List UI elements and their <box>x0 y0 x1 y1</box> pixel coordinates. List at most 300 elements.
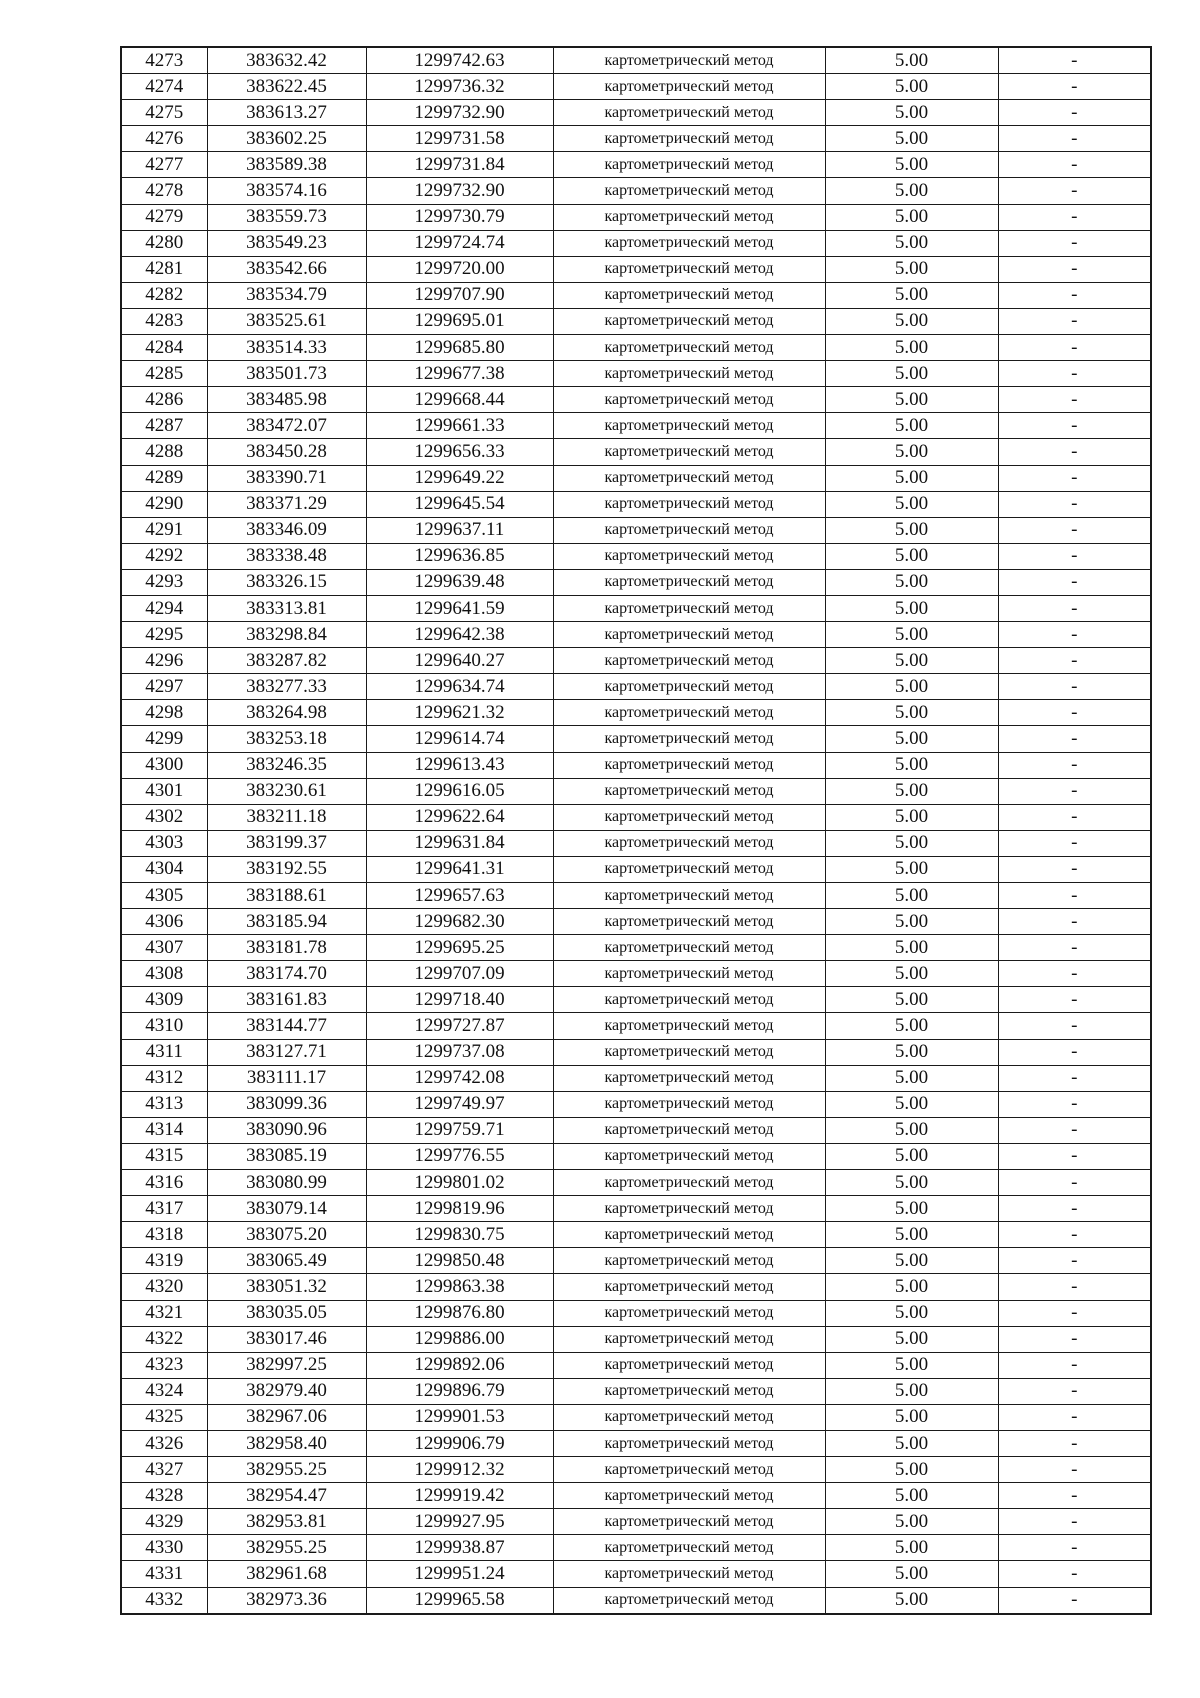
method-cell: картометрический метод <box>553 491 825 517</box>
description-cell: - <box>998 856 1151 882</box>
description-cell: - <box>998 1039 1151 1065</box>
table-row <box>121 1535 1151 1561</box>
description-cell: - <box>998 1561 1151 1587</box>
table-row <box>121 74 1151 100</box>
y-coordinate-cell: 1299776.55 <box>366 1143 553 1169</box>
accuracy-cell: 5.00 <box>825 74 998 100</box>
table-row <box>121 752 1151 778</box>
accuracy-cell: 5.00 <box>825 1326 998 1352</box>
method-cell: картометрический метод <box>553 1430 825 1456</box>
y-coordinate-cell: 1299631.84 <box>366 830 553 856</box>
point-number-cell: 4303 <box>121 830 207 856</box>
accuracy-cell: 5.00 <box>825 1065 998 1091</box>
description-cell: - <box>998 595 1151 621</box>
table-row <box>121 1170 1151 1196</box>
method-cell: картометрический метод <box>553 1404 825 1430</box>
x-coordinate-cell: 383051.32 <box>207 1274 366 1300</box>
x-coordinate-cell: 383613.27 <box>207 100 366 126</box>
table-row <box>121 126 1151 152</box>
x-coordinate-cell: 383277.33 <box>207 674 366 700</box>
accuracy-cell: 5.00 <box>825 1352 998 1378</box>
x-coordinate-cell: 383525.61 <box>207 308 366 334</box>
description-cell: - <box>998 1248 1151 1274</box>
y-coordinate-cell: 1299724.74 <box>366 230 553 256</box>
accuracy-cell: 5.00 <box>825 308 998 334</box>
y-coordinate-cell: 1299677.38 <box>366 361 553 387</box>
accuracy-cell: 5.00 <box>825 335 998 361</box>
table-row <box>121 1248 1151 1274</box>
accuracy-cell: 5.00 <box>825 152 998 178</box>
point-number-cell: 4318 <box>121 1222 207 1248</box>
x-coordinate-cell: 382967.06 <box>207 1404 366 1430</box>
description-cell: - <box>998 517 1151 543</box>
description-cell: - <box>998 47 1151 74</box>
accuracy-cell: 5.00 <box>825 517 998 543</box>
accuracy-cell: 5.00 <box>825 1196 998 1222</box>
table-row <box>121 961 1151 987</box>
point-number-cell: 4298 <box>121 700 207 726</box>
accuracy-cell: 5.00 <box>825 1170 998 1196</box>
x-coordinate-cell: 383264.98 <box>207 700 366 726</box>
method-cell: картометрический метод <box>553 47 825 74</box>
method-cell: картометрический метод <box>553 1457 825 1483</box>
y-coordinate-cell: 1299720.00 <box>366 256 553 282</box>
point-number-cell: 4328 <box>121 1483 207 1509</box>
description-cell: - <box>998 387 1151 413</box>
accuracy-cell: 5.00 <box>825 1457 998 1483</box>
description-cell: - <box>998 126 1151 152</box>
method-cell: картометрический метод <box>553 1222 825 1248</box>
x-coordinate-cell: 383559.73 <box>207 204 366 230</box>
method-cell: картометрический метод <box>553 883 825 909</box>
point-number-cell: 4287 <box>121 413 207 439</box>
x-coordinate-cell: 383246.35 <box>207 752 366 778</box>
y-coordinate-cell: 1299639.48 <box>366 569 553 595</box>
method-cell: картометрический метод <box>553 1352 825 1378</box>
table-row <box>121 1404 1151 1430</box>
point-number-cell: 4292 <box>121 543 207 569</box>
description-cell: - <box>998 752 1151 778</box>
description-cell: - <box>998 439 1151 465</box>
table-row <box>121 674 1151 700</box>
method-cell: картометрический метод <box>553 1196 825 1222</box>
accuracy-cell: 5.00 <box>825 674 998 700</box>
description-cell: - <box>998 830 1151 856</box>
accuracy-cell: 5.00 <box>825 1587 998 1614</box>
table-row <box>121 413 1151 439</box>
description-cell: - <box>998 1196 1151 1222</box>
y-coordinate-cell: 1299707.90 <box>366 282 553 308</box>
accuracy-cell: 5.00 <box>825 1274 998 1300</box>
table-row <box>121 1196 1151 1222</box>
table-row <box>121 987 1151 1013</box>
table-row <box>121 256 1151 282</box>
method-cell: картометрический метод <box>553 1326 825 1352</box>
accuracy-cell: 5.00 <box>825 413 998 439</box>
accuracy-cell: 5.00 <box>825 491 998 517</box>
point-number-cell: 4291 <box>121 517 207 543</box>
table-row <box>121 726 1151 752</box>
table-row <box>121 778 1151 804</box>
y-coordinate-cell: 1299927.95 <box>366 1509 553 1535</box>
table-row <box>121 622 1151 648</box>
y-coordinate-cell: 1299886.00 <box>366 1326 553 1352</box>
y-coordinate-cell: 1299749.97 <box>366 1091 553 1117</box>
x-coordinate-cell: 383534.79 <box>207 282 366 308</box>
point-number-cell: 4284 <box>121 335 207 361</box>
point-number-cell: 4274 <box>121 74 207 100</box>
description-cell: - <box>998 256 1151 282</box>
description-cell: - <box>998 335 1151 361</box>
accuracy-cell: 5.00 <box>825 987 998 1013</box>
x-coordinate-cell: 383549.23 <box>207 230 366 256</box>
accuracy-cell: 5.00 <box>825 1222 998 1248</box>
table-row <box>121 1222 1151 1248</box>
method-cell: картометрический метод <box>553 1091 825 1117</box>
point-number-cell: 4331 <box>121 1561 207 1587</box>
y-coordinate-cell: 1299850.48 <box>366 1248 553 1274</box>
point-number-cell: 4295 <box>121 622 207 648</box>
x-coordinate-cell: 383161.83 <box>207 987 366 1013</box>
y-coordinate-cell: 1299613.43 <box>366 752 553 778</box>
x-coordinate-cell: 383338.48 <box>207 543 366 569</box>
method-cell: картометрический метод <box>553 361 825 387</box>
x-coordinate-cell: 383181.78 <box>207 935 366 961</box>
method-cell: картометрический метод <box>553 804 825 830</box>
description-cell: - <box>998 1378 1151 1404</box>
method-cell: картометрический метод <box>553 569 825 595</box>
description-cell: - <box>998 1587 1151 1614</box>
x-coordinate-cell: 382973.36 <box>207 1587 366 1614</box>
method-cell: картометрический метод <box>553 1143 825 1169</box>
table-row <box>121 543 1151 569</box>
table-row <box>121 1378 1151 1404</box>
y-coordinate-cell: 1299616.05 <box>366 778 553 804</box>
accuracy-cell: 5.00 <box>825 856 998 882</box>
description-cell: - <box>998 1457 1151 1483</box>
point-number-cell: 4285 <box>121 361 207 387</box>
accuracy-cell: 5.00 <box>825 1404 998 1430</box>
method-cell: картометрический метод <box>553 152 825 178</box>
method-cell: картометрический метод <box>553 308 825 334</box>
point-number-cell: 4305 <box>121 883 207 909</box>
table-row <box>121 1274 1151 1300</box>
table-row <box>121 648 1151 674</box>
description-cell: - <box>998 622 1151 648</box>
x-coordinate-cell: 383574.16 <box>207 178 366 204</box>
accuracy-cell: 5.00 <box>825 178 998 204</box>
description-cell: - <box>998 1143 1151 1169</box>
method-cell: картометрический метод <box>553 726 825 752</box>
method-cell: картометрический метод <box>553 856 825 882</box>
description-cell: - <box>998 230 1151 256</box>
table-row <box>121 1326 1151 1352</box>
accuracy-cell: 5.00 <box>825 1561 998 1587</box>
point-number-cell: 4327 <box>121 1457 207 1483</box>
method-cell: картометрический метод <box>553 465 825 491</box>
accuracy-cell: 5.00 <box>825 1117 998 1143</box>
x-coordinate-cell: 383542.66 <box>207 256 366 282</box>
accuracy-cell: 5.00 <box>825 100 998 126</box>
accuracy-cell: 5.00 <box>825 230 998 256</box>
method-cell: картометрический метод <box>553 282 825 308</box>
x-coordinate-cell: 383035.05 <box>207 1300 366 1326</box>
table-row <box>121 1483 1151 1509</box>
y-coordinate-cell: 1299685.80 <box>366 335 553 361</box>
accuracy-cell: 5.00 <box>825 543 998 569</box>
description-cell: - <box>998 1170 1151 1196</box>
description-cell: - <box>998 778 1151 804</box>
point-number-cell: 4307 <box>121 935 207 961</box>
y-coordinate-cell: 1299622.64 <box>366 804 553 830</box>
description-cell: - <box>998 1535 1151 1561</box>
x-coordinate-cell: 383099.36 <box>207 1091 366 1117</box>
y-coordinate-cell: 1299912.32 <box>366 1457 553 1483</box>
y-coordinate-cell: 1299636.85 <box>366 543 553 569</box>
table-row <box>121 335 1151 361</box>
point-number-cell: 4319 <box>121 1248 207 1274</box>
point-number-cell: 4320 <box>121 1274 207 1300</box>
description-cell: - <box>998 204 1151 230</box>
description-cell: - <box>998 1091 1151 1117</box>
method-cell: картометрический метод <box>553 909 825 935</box>
table-row <box>121 830 1151 856</box>
description-cell: - <box>998 1430 1151 1456</box>
x-coordinate-cell: 383472.07 <box>207 413 366 439</box>
y-coordinate-cell: 1299707.09 <box>366 961 553 987</box>
x-coordinate-cell: 383287.82 <box>207 648 366 674</box>
y-coordinate-cell: 1299621.32 <box>366 700 553 726</box>
y-coordinate-cell: 1299695.01 <box>366 308 553 334</box>
y-coordinate-cell: 1299742.08 <box>366 1065 553 1091</box>
accuracy-cell: 5.00 <box>825 256 998 282</box>
x-coordinate-cell: 382958.40 <box>207 1430 366 1456</box>
x-coordinate-cell: 382955.25 <box>207 1457 366 1483</box>
point-number-cell: 4308 <box>121 961 207 987</box>
method-cell: картометрический метод <box>553 1274 825 1300</box>
method-cell: картометрический метод <box>553 230 825 256</box>
accuracy-cell: 5.00 <box>825 1483 998 1509</box>
description-cell: - <box>998 935 1151 961</box>
method-cell: картометрический метод <box>553 178 825 204</box>
point-number-cell: 4314 <box>121 1117 207 1143</box>
point-number-cell: 4286 <box>121 387 207 413</box>
y-coordinate-cell: 1299682.30 <box>366 909 553 935</box>
accuracy-cell: 5.00 <box>825 439 998 465</box>
description-cell: - <box>998 308 1151 334</box>
method-cell: картометрический метод <box>553 74 825 100</box>
description-cell: - <box>998 883 1151 909</box>
y-coordinate-cell: 1299737.08 <box>366 1039 553 1065</box>
description-cell: - <box>998 1404 1151 1430</box>
point-number-cell: 4317 <box>121 1196 207 1222</box>
x-coordinate-cell: 382955.25 <box>207 1535 366 1561</box>
description-cell: - <box>998 1065 1151 1091</box>
y-coordinate-cell: 1299732.90 <box>366 178 553 204</box>
point-number-cell: 4282 <box>121 282 207 308</box>
y-coordinate-cell: 1299876.80 <box>366 1300 553 1326</box>
accuracy-cell: 5.00 <box>825 204 998 230</box>
x-coordinate-cell: 383211.18 <box>207 804 366 830</box>
method-cell: картометрический метод <box>553 439 825 465</box>
y-coordinate-cell: 1299731.58 <box>366 126 553 152</box>
point-number-cell: 4330 <box>121 1535 207 1561</box>
description-cell: - <box>998 909 1151 935</box>
description-cell: - <box>998 1013 1151 1039</box>
accuracy-cell: 5.00 <box>825 569 998 595</box>
x-coordinate-cell: 383174.70 <box>207 961 366 987</box>
table-row <box>121 387 1151 413</box>
point-number-cell: 4306 <box>121 909 207 935</box>
y-coordinate-cell: 1299656.33 <box>366 439 553 465</box>
point-number-cell: 4279 <box>121 204 207 230</box>
method-cell: картометрический метод <box>553 1509 825 1535</box>
table-row <box>121 935 1151 961</box>
point-number-cell: 4280 <box>121 230 207 256</box>
description-cell: - <box>998 674 1151 700</box>
description-cell: - <box>998 1117 1151 1143</box>
table-row <box>121 1013 1151 1039</box>
accuracy-cell: 5.00 <box>825 1143 998 1169</box>
y-coordinate-cell: 1299736.32 <box>366 74 553 100</box>
description-cell: - <box>998 1352 1151 1378</box>
description-cell: - <box>998 465 1151 491</box>
table-row <box>121 491 1151 517</box>
coordinates-table <box>120 46 1152 1615</box>
accuracy-cell: 5.00 <box>825 465 998 491</box>
method-cell: картометрический метод <box>553 1483 825 1509</box>
description-cell: - <box>998 987 1151 1013</box>
point-number-cell: 4278 <box>121 178 207 204</box>
y-coordinate-cell: 1299938.87 <box>366 1535 553 1561</box>
accuracy-cell: 5.00 <box>825 935 998 961</box>
y-coordinate-cell: 1299919.42 <box>366 1483 553 1509</box>
description-cell: - <box>998 700 1151 726</box>
table-row <box>121 517 1151 543</box>
x-coordinate-cell: 383085.19 <box>207 1143 366 1169</box>
method-cell: картометрический метод <box>553 778 825 804</box>
table-row <box>121 1561 1151 1587</box>
method-cell: картометрический метод <box>553 1248 825 1274</box>
y-coordinate-cell: 1299801.02 <box>366 1170 553 1196</box>
method-cell: картометрический метод <box>553 1117 825 1143</box>
accuracy-cell: 5.00 <box>825 1248 998 1274</box>
method-cell: картометрический метод <box>553 674 825 700</box>
x-coordinate-cell: 383188.61 <box>207 883 366 909</box>
point-number-cell: 4281 <box>121 256 207 282</box>
table-row <box>121 230 1151 256</box>
table-row <box>121 856 1151 882</box>
x-coordinate-cell: 383313.81 <box>207 595 366 621</box>
point-number-cell: 4277 <box>121 152 207 178</box>
method-cell: картометрический метод <box>553 700 825 726</box>
table-row <box>121 1509 1151 1535</box>
y-coordinate-cell: 1299642.38 <box>366 622 553 648</box>
y-coordinate-cell: 1299896.79 <box>366 1378 553 1404</box>
y-coordinate-cell: 1299732.90 <box>366 100 553 126</box>
table-row <box>121 100 1151 126</box>
table-row <box>121 1091 1151 1117</box>
x-coordinate-cell: 383192.55 <box>207 856 366 882</box>
point-number-cell: 4276 <box>121 126 207 152</box>
y-coordinate-cell: 1299759.71 <box>366 1117 553 1143</box>
method-cell: картометрический метод <box>553 126 825 152</box>
method-cell: картометрический метод <box>553 1013 825 1039</box>
method-cell: картометрический метод <box>553 1300 825 1326</box>
table-row <box>121 178 1151 204</box>
method-cell: картометрический метод <box>553 387 825 413</box>
y-coordinate-cell: 1299645.54 <box>366 491 553 517</box>
x-coordinate-cell: 383199.37 <box>207 830 366 856</box>
point-number-cell: 4323 <box>121 1352 207 1378</box>
x-coordinate-cell: 383298.84 <box>207 622 366 648</box>
y-coordinate-cell: 1299731.84 <box>366 152 553 178</box>
y-coordinate-cell: 1299819.96 <box>366 1196 553 1222</box>
description-cell: - <box>998 413 1151 439</box>
table-row <box>121 595 1151 621</box>
accuracy-cell: 5.00 <box>825 726 998 752</box>
point-number-cell: 4325 <box>121 1404 207 1430</box>
x-coordinate-cell: 382954.47 <box>207 1483 366 1509</box>
method-cell: картометрический метод <box>553 752 825 778</box>
accuracy-cell: 5.00 <box>825 126 998 152</box>
point-number-cell: 4329 <box>121 1509 207 1535</box>
x-coordinate-cell: 383589.38 <box>207 152 366 178</box>
table-row <box>121 1117 1151 1143</box>
accuracy-cell: 5.00 <box>825 47 998 74</box>
description-cell: - <box>998 1222 1151 1248</box>
description-cell: - <box>998 1300 1151 1326</box>
accuracy-cell: 5.00 <box>825 830 998 856</box>
y-coordinate-cell: 1299661.33 <box>366 413 553 439</box>
description-cell: - <box>998 74 1151 100</box>
point-number-cell: 4289 <box>121 465 207 491</box>
y-coordinate-cell: 1299649.22 <box>366 465 553 491</box>
x-coordinate-cell: 383075.20 <box>207 1222 366 1248</box>
method-cell: картометрический метод <box>553 648 825 674</box>
method-cell: картометрический метод <box>553 256 825 282</box>
point-number-cell: 4313 <box>121 1091 207 1117</box>
x-coordinate-cell: 383185.94 <box>207 909 366 935</box>
accuracy-cell: 5.00 <box>825 1430 998 1456</box>
accuracy-cell: 5.00 <box>825 752 998 778</box>
description-cell: - <box>998 569 1151 595</box>
x-coordinate-cell: 383485.98 <box>207 387 366 413</box>
point-number-cell: 4275 <box>121 100 207 126</box>
y-coordinate-cell: 1299965.58 <box>366 1587 553 1614</box>
point-number-cell: 4304 <box>121 856 207 882</box>
point-number-cell: 4312 <box>121 1065 207 1091</box>
y-coordinate-cell: 1299641.31 <box>366 856 553 882</box>
accuracy-cell: 5.00 <box>825 700 998 726</box>
table-row <box>121 204 1151 230</box>
x-coordinate-cell: 382961.68 <box>207 1561 366 1587</box>
x-coordinate-cell: 383127.71 <box>207 1039 366 1065</box>
y-coordinate-cell: 1299641.59 <box>366 595 553 621</box>
point-number-cell: 4324 <box>121 1378 207 1404</box>
y-coordinate-cell: 1299727.87 <box>366 1013 553 1039</box>
x-coordinate-cell: 383144.77 <box>207 1013 366 1039</box>
method-cell: картометрический метод <box>553 1561 825 1587</box>
table-row <box>121 465 1151 491</box>
y-coordinate-cell: 1299637.11 <box>366 517 553 543</box>
table-row <box>121 439 1151 465</box>
y-coordinate-cell: 1299668.44 <box>366 387 553 413</box>
method-cell: картометрический метод <box>553 595 825 621</box>
accuracy-cell: 5.00 <box>825 1300 998 1326</box>
point-number-cell: 4288 <box>121 439 207 465</box>
point-number-cell: 4293 <box>121 569 207 595</box>
